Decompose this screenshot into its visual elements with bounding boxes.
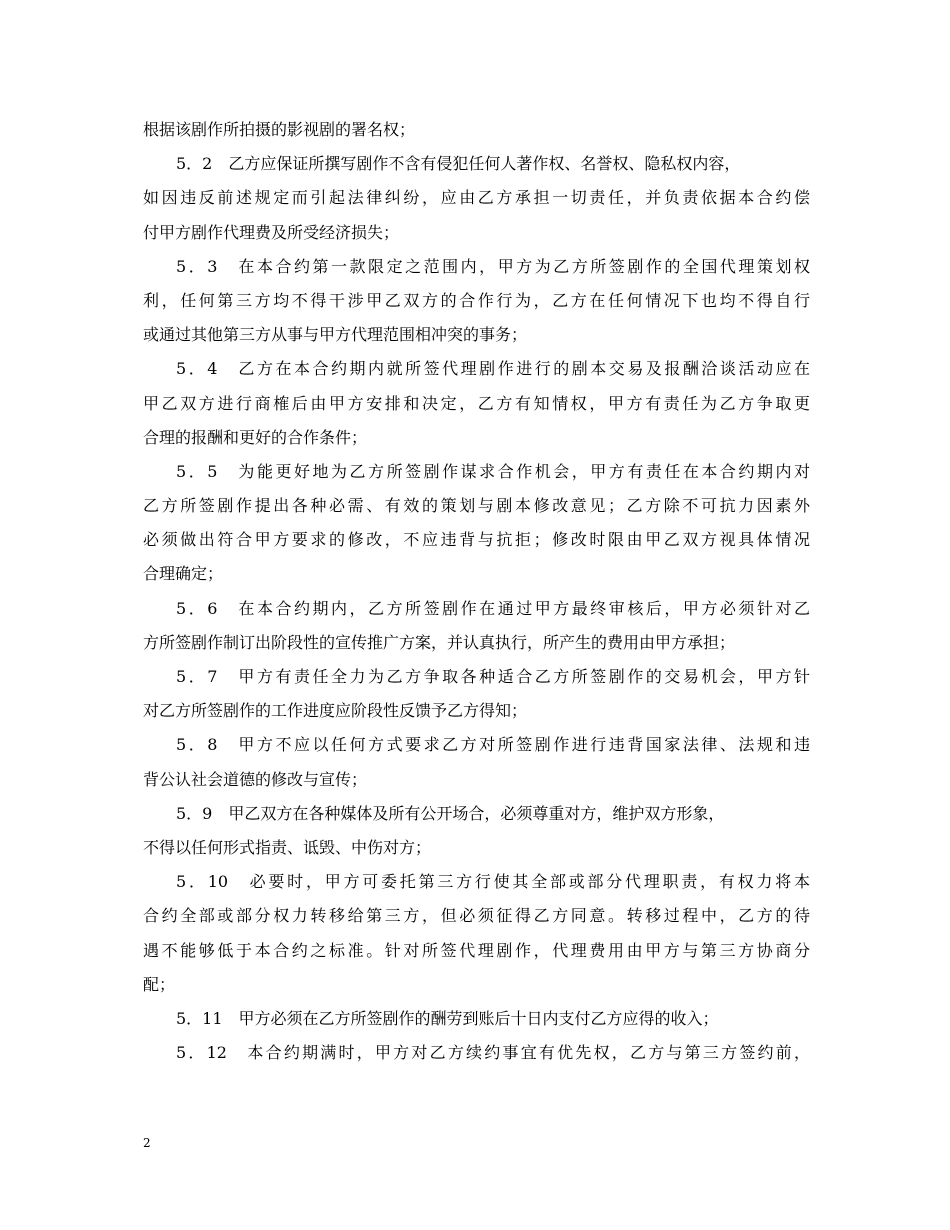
clause-5-9-line-1: 5．9 甲乙双方在各种媒体及所有公开场合，必须尊重对方，维护双方形象， (176, 803, 725, 823)
clause-5-3-line-2: 利，任何第三方均不得干涉甲乙双方的合作行为，乙方在任何情况下也均不得自行 (143, 290, 810, 310)
contract-body (143, 113, 810, 1070)
clause-5-4-line-2: 甲乙双方进行商榷后由甲方安排和决定，乙方有知情权，甲方有责任为乙方争取更 (143, 393, 810, 413)
clause-5-7-line-2: 对乙方所签剧作的工作进度应阶段性反馈予乙方得知； (143, 701, 528, 721)
clause-5-7-line-1: 5．7 甲方有责任全力为乙方争取各种适合乙方所签剧作的交易机会，甲方针 (176, 667, 810, 686)
clause-5-2-line-2: 如因违反前述规定而引起法律纠纷，应由乙方承担一切责任，并负责依据本合约偿 (143, 188, 810, 208)
clause-5-2-line-3: 付甲方剧作代理费及所受经济损失； (143, 222, 400, 242)
clause-5-3-line-3: 或通过其他第三方从事与甲方代理范围相冲突的事务； (143, 325, 528, 345)
page-number: 2 (143, 1136, 151, 1150)
clause-5-10-line-2: 合约全部或部分权力转移给第三方，但必须征得乙方同意。转移过程中，乙方的待 (143, 906, 810, 926)
clause-5-4-line-3: 合理的报酬和更好的合作条件； (143, 427, 368, 447)
text-line-1: 根据该剧作所拍摄的影视剧的署名权； (143, 120, 416, 139)
clause-5-6-line-1: 5．6 在本合约期内，乙方所签剧作在通过甲方最终审核后，甲方必须针对乙 (176, 598, 810, 618)
clause-5-5-line-3: 必须做出符合甲方要求的修改，不应违背与抗拒；修改时限由甲乙双方视具体情况 (143, 530, 810, 550)
clause-5-9-line-2: 不得以任何形式指责、诋毁、中伤对方； (143, 837, 432, 857)
clause-5-8-line-1: 5．8 甲方不应以任何方式要求乙方对所签剧作进行违背国家法律、法规和违 (176, 735, 810, 755)
clause-5-8-line-2: 背公认社会道德的修改与宣传； (143, 769, 368, 789)
clause-5-10-line-1: 5．10 必要时，甲方可委托第三方行使其全部或部分代理职责，有权力将本 (176, 872, 810, 892)
clause-5-4-line-1: 5．4 乙方在本合约期内就所签代理剧作进行的剧本交易及报酬洽谈活动应在 (176, 359, 810, 379)
clause-5-5-line-2: 乙方所签剧作提出各种必需、有效的策划与剧本修改意见；乙方除不可抗力因素外 (143, 496, 810, 516)
clause-5-3-line-1: 5．3 在本合约第一款限定之范围内，甲方为乙方所签剧作的全国代理策划权 (176, 256, 810, 276)
clause-5-11-line-1: 5．11 甲方必须在乙方所签剧作的酬劳到账后十日内支付乙方应得的收入； (176, 1008, 719, 1028)
clause-5-12-line-1: 5．12 本合约期满时，甲方对乙方续约事宜有优先权，乙方与第三方签约前， (176, 1043, 810, 1063)
clause-5-6-line-2: 方所签剧作制订出阶段性的宣传推广方案，并认真执行，所产生的费用由甲方承担； (143, 632, 736, 652)
clause-5-5-line-1: 5．5 为能更好地为乙方所签剧作谋求合作机会，甲方有责任在本合约期内对 (176, 461, 810, 481)
clause-5-10-line-4: 配； (143, 974, 176, 994)
clause-5-2-line-1: 5．2 乙方应保证所撰写剧作不含有侵犯任何人著作权、名誉权、隐私权内容， (176, 154, 741, 174)
clause-5-10-line-3: 遇不能够低于本合约之标准。针对所签代理剧作，代理费用由甲方与第三方协商分 (143, 940, 810, 960)
clause-5-5-line-4: 合理确定； (143, 564, 224, 584)
